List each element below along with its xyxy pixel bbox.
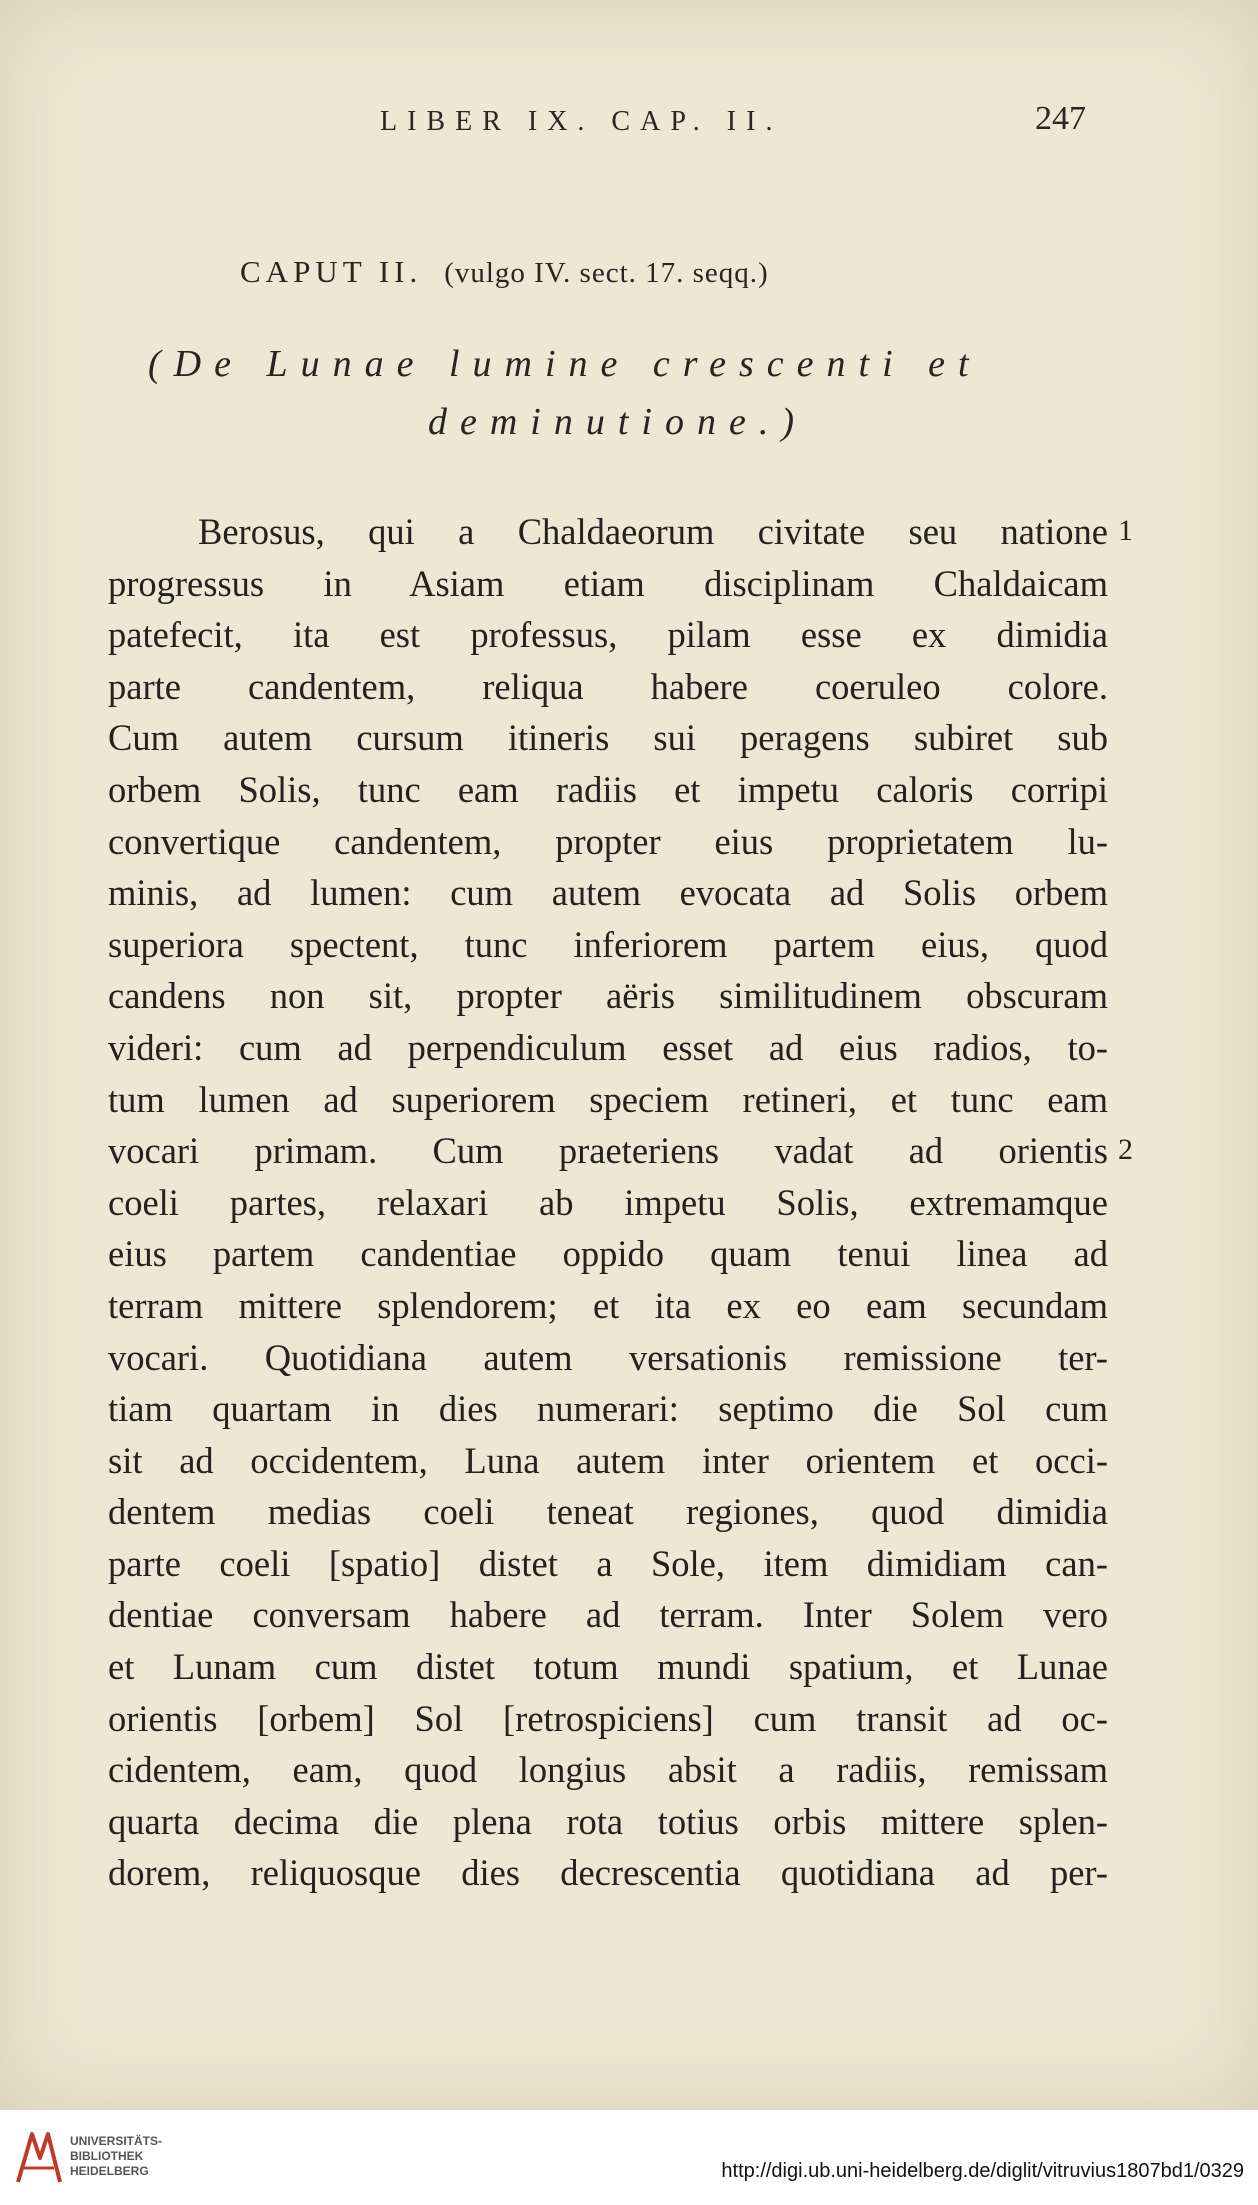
text-line: orientis [orbem] Sol [retrospiciens] cum transit ad oc-: [108, 1697, 1108, 1739]
body-text: [108, 506, 1108, 1899]
text-line: dentem medias coeli teneat regiones, quod dimidia: [108, 1491, 1108, 1533]
text-line: cidentem, eam, quod longius absit a radiis, remissam: [108, 1749, 1108, 1791]
text-line: videri: cum ad perpendiculum esset ad eius radios, to-: [108, 1026, 1108, 1068]
text-line: et Lunam cum distet totum mundi spatium, et Lunae: [108, 1646, 1108, 1688]
text-line: parte candentem, reliqua habere coeruleo colore.: [108, 665, 1108, 707]
margin-number-2: 2: [1118, 1133, 1133, 1166]
library-name-line: UNIVERSITÄTS-: [70, 2134, 163, 2148]
permalink-url[interactable]: http://digi.ub.uni-heidelberg.de/diglit/vitruvius1807bd1/0329: [721, 2160, 1244, 2182]
library-name-line: HEIDELBERG: [70, 2164, 149, 2178]
footer-bar: [0, 2110, 1258, 2205]
text-line: eius partem candentiae oppido quam tenui linea ad: [108, 1233, 1108, 1275]
text-line: tum lumen ad superiorem speciem retineri, et tunc eam: [108, 1078, 1108, 1120]
text-line: patefecit, ita est professus, pilam esse ex dimidia: [108, 614, 1108, 656]
text-line: progressus in Asiam etiam disciplinam Chaldaicam: [108, 562, 1108, 604]
library-name: [70, 2134, 162, 2179]
text-line: orbem Solis, tunc eam radiis et impetu caloris corripi: [108, 768, 1108, 810]
library-logo-icon: [14, 2128, 64, 2186]
text-line: Berosus, qui a Chaldaeorum civitate seu natione: [198, 511, 1108, 552]
chapter-vulgo: (vulgo IV. sect. 17. seqq.): [444, 257, 769, 289]
text-line: convertique candentem, propter eius proprietatem lu-: [108, 820, 1108, 862]
chapter-subtitle-line-1: (De Lunae lumine crescenti et: [148, 343, 982, 385]
chapter-heading: [240, 254, 769, 290]
text-line: quarta decima die plena rota totius orbis mittere splen-: [108, 1800, 1108, 1842]
text-line: tiam quartam in dies numerari: septimo die Sol cum: [108, 1388, 1108, 1430]
text-line: minis, ad lumen: cum autem evocata ad Solis orbem: [108, 872, 1108, 914]
text-line: vocari primam. Cum praeteriens vadat ad orientis: [108, 1130, 1108, 1172]
text-line: terram mittere splendorem; et ita ex eo eam secundam: [108, 1284, 1108, 1326]
text-line: Cum autem cursum itineris sui peragens subiret sub: [108, 717, 1108, 759]
running-head: [0, 100, 1258, 140]
text-line: dorem, reliquosque dies decrescentia quotidiana ad per-: [108, 1852, 1108, 1894]
text-line: candens non sit, propter aëris similitudinem obscuram: [108, 975, 1108, 1017]
margin-number-1: 1: [1118, 514, 1133, 547]
chapter-caput: CAPUT II.: [240, 254, 423, 289]
text-line: coeli partes, relaxari ab impetu Solis, extremamque: [108, 1181, 1108, 1223]
text-line: dentiae conversam habere ad terram. Inter Solem vero: [108, 1594, 1108, 1636]
text-line: sit ad occidentem, Luna autem inter orientem et occi-: [108, 1439, 1108, 1481]
page-number: 247: [1035, 100, 1086, 137]
library-name-line: BIBLIOTHEK: [70, 2149, 144, 2163]
text-line: superiora spectent, tunc inferiorem partem eius, quod: [108, 923, 1108, 965]
chapter-subtitle-line-2: deminutione.): [428, 401, 808, 443]
running-title: LIBER IX. CAP. II.: [380, 106, 783, 137]
text-line: vocari. Quotidiana autem versationis remissione ter-: [108, 1336, 1108, 1378]
text-line: parte coeli [spatio] distet a Sole, item dimidiam can-: [108, 1542, 1108, 1584]
